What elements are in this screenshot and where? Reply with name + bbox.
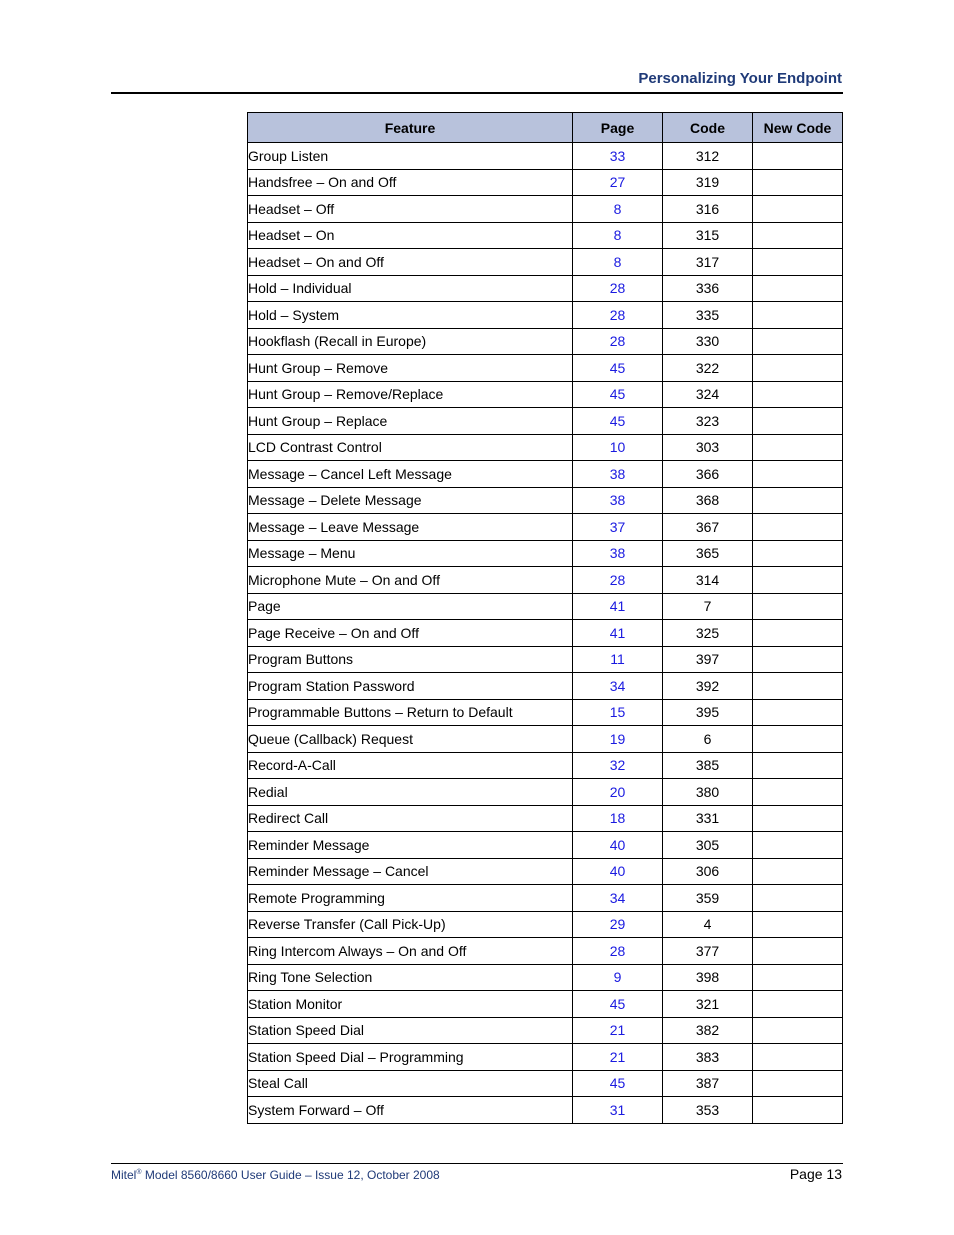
new-code-cell [753, 805, 843, 832]
table-row [248, 143, 843, 170]
code-cell: 382 [663, 1017, 753, 1044]
code-cell: 383 [663, 1044, 753, 1071]
table-row [248, 805, 843, 832]
new-code-cell [753, 752, 843, 779]
feature-cell: Message – Leave Message [248, 514, 573, 541]
table-row [248, 381, 843, 408]
feature-cell: Redial [248, 779, 573, 806]
code-cell: 353 [663, 1097, 753, 1124]
feature-cell: Page [248, 593, 573, 620]
feature-cell: Hunt Group – Replace [248, 408, 573, 435]
header-rule [111, 92, 843, 94]
page-link[interactable]: 28 [573, 302, 663, 329]
feature-cell: Hunt Group – Remove [248, 355, 573, 382]
table-row [248, 328, 843, 355]
new-code-cell [753, 1070, 843, 1097]
code-cell: 359 [663, 885, 753, 912]
code-cell: 385 [663, 752, 753, 779]
footer-brand: Mitel [111, 1168, 137, 1182]
feature-cell: Hunt Group – Remove/Replace [248, 381, 573, 408]
feature-cell: Reverse Transfer (Call Pick-Up) [248, 911, 573, 938]
new-code-cell [753, 275, 843, 302]
new-code-cell [753, 143, 843, 170]
page-link[interactable]: 21 [573, 1017, 663, 1044]
feature-cell: Queue (Callback) Request [248, 726, 573, 753]
new-code-cell [753, 593, 843, 620]
column-header-feature: Feature [248, 113, 573, 143]
table-row [248, 673, 843, 700]
new-code-cell [753, 991, 843, 1018]
new-code-cell [753, 434, 843, 461]
code-cell: 317 [663, 249, 753, 276]
table-row [248, 752, 843, 779]
page-link[interactable]: 40 [573, 858, 663, 885]
page-link[interactable]: 45 [573, 1070, 663, 1097]
page-link[interactable]: 33 [573, 143, 663, 170]
page-link[interactable]: 8 [573, 249, 663, 276]
table-row [248, 1070, 843, 1097]
feature-cell: Handsfree – On and Off [248, 169, 573, 196]
code-cell: 315 [663, 222, 753, 249]
code-cell: 4 [663, 911, 753, 938]
column-header-new-code: New Code [753, 113, 843, 143]
code-cell: 319 [663, 169, 753, 196]
table-header-row [248, 113, 843, 143]
page-link[interactable]: 34 [573, 885, 663, 912]
feature-cell: Message – Cancel Left Message [248, 461, 573, 488]
page-link[interactable]: 40 [573, 832, 663, 859]
new-code-cell [753, 302, 843, 329]
page-link[interactable]: 9 [573, 964, 663, 991]
new-code-cell [753, 487, 843, 514]
feature-cell: Headset – On and Off [248, 249, 573, 276]
code-cell: 365 [663, 540, 753, 567]
footer-title-text: Model 8560/8660 User Guide – Issue 12, October 2008 [141, 1168, 440, 1182]
feature-cell: Ring Tone Selection [248, 964, 573, 991]
page-link[interactable]: 32 [573, 752, 663, 779]
table-row [248, 514, 843, 541]
feature-cell: Program Station Password [248, 673, 573, 700]
code-cell: 398 [663, 964, 753, 991]
page-link[interactable]: 8 [573, 222, 663, 249]
feature-cell: Station Speed Dial – Programming [248, 1044, 573, 1071]
code-cell: 305 [663, 832, 753, 859]
new-code-cell [753, 169, 843, 196]
feature-cell: Message – Delete Message [248, 487, 573, 514]
code-cell: 387 [663, 1070, 753, 1097]
page-link[interactable]: 38 [573, 540, 663, 567]
page-link[interactable]: 41 [573, 620, 663, 647]
new-code-cell [753, 540, 843, 567]
feature-cell: Remote Programming [248, 885, 573, 912]
new-code-cell [753, 222, 843, 249]
feature-cell: Reminder Message [248, 832, 573, 859]
table-row [248, 991, 843, 1018]
table-row [248, 540, 843, 567]
new-code-cell [753, 858, 843, 885]
table-row [248, 938, 843, 965]
code-cell: 395 [663, 699, 753, 726]
footer-rule [111, 1163, 843, 1164]
table-row [248, 302, 843, 329]
table-row [248, 275, 843, 302]
page-link[interactable]: 34 [573, 673, 663, 700]
code-cell: 314 [663, 567, 753, 594]
page-link[interactable]: 28 [573, 938, 663, 965]
code-cell: 330 [663, 328, 753, 355]
new-code-cell [753, 699, 843, 726]
new-code-cell [753, 328, 843, 355]
new-code-cell [753, 646, 843, 673]
code-cell: 7 [663, 593, 753, 620]
page-link[interactable]: 18 [573, 805, 663, 832]
code-cell: 366 [663, 461, 753, 488]
page-link[interactable]: 28 [573, 567, 663, 594]
section-title: Personalizing Your Endpoint [638, 70, 842, 87]
page-link[interactable]: 38 [573, 487, 663, 514]
table-row [248, 779, 843, 806]
new-code-cell [753, 1044, 843, 1071]
feature-cell: System Forward – Off [248, 1097, 573, 1124]
page-link[interactable]: 20 [573, 779, 663, 806]
registered-mark: ® [136, 1169, 142, 1176]
new-code-cell [753, 196, 843, 223]
code-cell: 325 [663, 620, 753, 647]
feature-cell: Program Buttons [248, 646, 573, 673]
code-cell: 306 [663, 858, 753, 885]
feature-cell: Programmable Buttons – Return to Default [248, 699, 573, 726]
new-code-cell [753, 938, 843, 965]
new-code-cell [753, 620, 843, 647]
feature-code-table [247, 112, 843, 1124]
page-link[interactable]: 45 [573, 991, 663, 1018]
feature-cell: Reminder Message – Cancel [248, 858, 573, 885]
feature-cell: Headset – On [248, 222, 573, 249]
new-code-cell [753, 779, 843, 806]
code-cell: 377 [663, 938, 753, 965]
page-link[interactable]: 37 [573, 514, 663, 541]
table-row [248, 911, 843, 938]
new-code-cell [753, 911, 843, 938]
table-row [248, 567, 843, 594]
code-cell: 331 [663, 805, 753, 832]
feature-cell: Station Speed Dial [248, 1017, 573, 1044]
code-cell: 316 [663, 196, 753, 223]
page-link[interactable]: 31 [573, 1097, 663, 1124]
code-cell: 336 [663, 275, 753, 302]
table-row [248, 726, 843, 753]
feature-cell: Message – Menu [248, 540, 573, 567]
code-cell: 392 [663, 673, 753, 700]
new-code-cell [753, 514, 843, 541]
table-row [248, 434, 843, 461]
feature-cell: Hold – System [248, 302, 573, 329]
table-row [248, 964, 843, 991]
table-row [248, 620, 843, 647]
table-body [248, 143, 843, 1124]
feature-cell: Steal Call [248, 1070, 573, 1097]
new-code-cell [753, 249, 843, 276]
new-code-cell [753, 355, 843, 382]
new-code-cell [753, 567, 843, 594]
table-row [248, 487, 843, 514]
page-number: Page 13 [789, 1166, 842, 1182]
table-row [248, 832, 843, 859]
code-cell: 321 [663, 991, 753, 1018]
new-code-cell [753, 832, 843, 859]
new-code-cell [753, 885, 843, 912]
page-link[interactable]: 15 [573, 699, 663, 726]
code-cell: 367 [663, 514, 753, 541]
feature-cell: Hookflash (Recall in Europe) [248, 328, 573, 355]
code-cell: 324 [663, 381, 753, 408]
new-code-cell [753, 1017, 843, 1044]
table-row [248, 858, 843, 885]
column-header-code: Code [663, 113, 753, 143]
feature-cell: Station Monitor [248, 991, 573, 1018]
page-link[interactable]: 29 [573, 911, 663, 938]
code-cell: 6 [663, 726, 753, 753]
column-header-page: Page [573, 113, 663, 143]
new-code-cell [753, 1097, 843, 1124]
page-link[interactable]: 28 [573, 328, 663, 355]
page-link[interactable]: 45 [573, 381, 663, 408]
page-link[interactable]: 21 [573, 1044, 663, 1071]
feature-cell: LCD Contrast Control [248, 434, 573, 461]
code-cell: 397 [663, 646, 753, 673]
page-link[interactable]: 27 [573, 169, 663, 196]
code-cell: 322 [663, 355, 753, 382]
footer-doc-title [111, 1168, 440, 1182]
feature-cell: Headset – Off [248, 196, 573, 223]
page-link[interactable]: 28 [573, 275, 663, 302]
code-cell: 323 [663, 408, 753, 435]
page-link[interactable]: 45 [573, 408, 663, 435]
new-code-cell [753, 408, 843, 435]
code-cell: 312 [663, 143, 753, 170]
new-code-cell [753, 964, 843, 991]
feature-cell: Microphone Mute – On and Off [248, 567, 573, 594]
feature-cell: Hold – Individual [248, 275, 573, 302]
feature-cell: Group Listen [248, 143, 573, 170]
page-link[interactable]: 11 [573, 646, 663, 673]
feature-cell: Page Receive – On and Off [248, 620, 573, 647]
table-row [248, 1044, 843, 1071]
new-code-cell [753, 673, 843, 700]
page-link[interactable]: 41 [573, 593, 663, 620]
table-row [248, 646, 843, 673]
table-row [248, 1017, 843, 1044]
feature-cell: Ring Intercom Always – On and Off [248, 938, 573, 965]
code-cell: 335 [663, 302, 753, 329]
table-row [248, 408, 843, 435]
table-row [248, 355, 843, 382]
table-row [248, 885, 843, 912]
table-row [248, 699, 843, 726]
table-row [248, 461, 843, 488]
new-code-cell [753, 726, 843, 753]
table-row [248, 249, 843, 276]
code-cell: 380 [663, 779, 753, 806]
table-row [248, 593, 843, 620]
feature-cell: Redirect Call [248, 805, 573, 832]
page-link[interactable]: 38 [573, 461, 663, 488]
code-cell: 368 [663, 487, 753, 514]
table-row [248, 1097, 843, 1124]
page-link[interactable]: 19 [573, 726, 663, 753]
new-code-cell [753, 381, 843, 408]
code-cell: 303 [663, 434, 753, 461]
table-row [248, 196, 843, 223]
table-row [248, 169, 843, 196]
page-link[interactable]: 8 [573, 196, 663, 223]
new-code-cell [753, 461, 843, 488]
page-link[interactable]: 45 [573, 355, 663, 382]
page-link[interactable]: 10 [573, 434, 663, 461]
table-row [248, 222, 843, 249]
feature-cell: Record-A-Call [248, 752, 573, 779]
